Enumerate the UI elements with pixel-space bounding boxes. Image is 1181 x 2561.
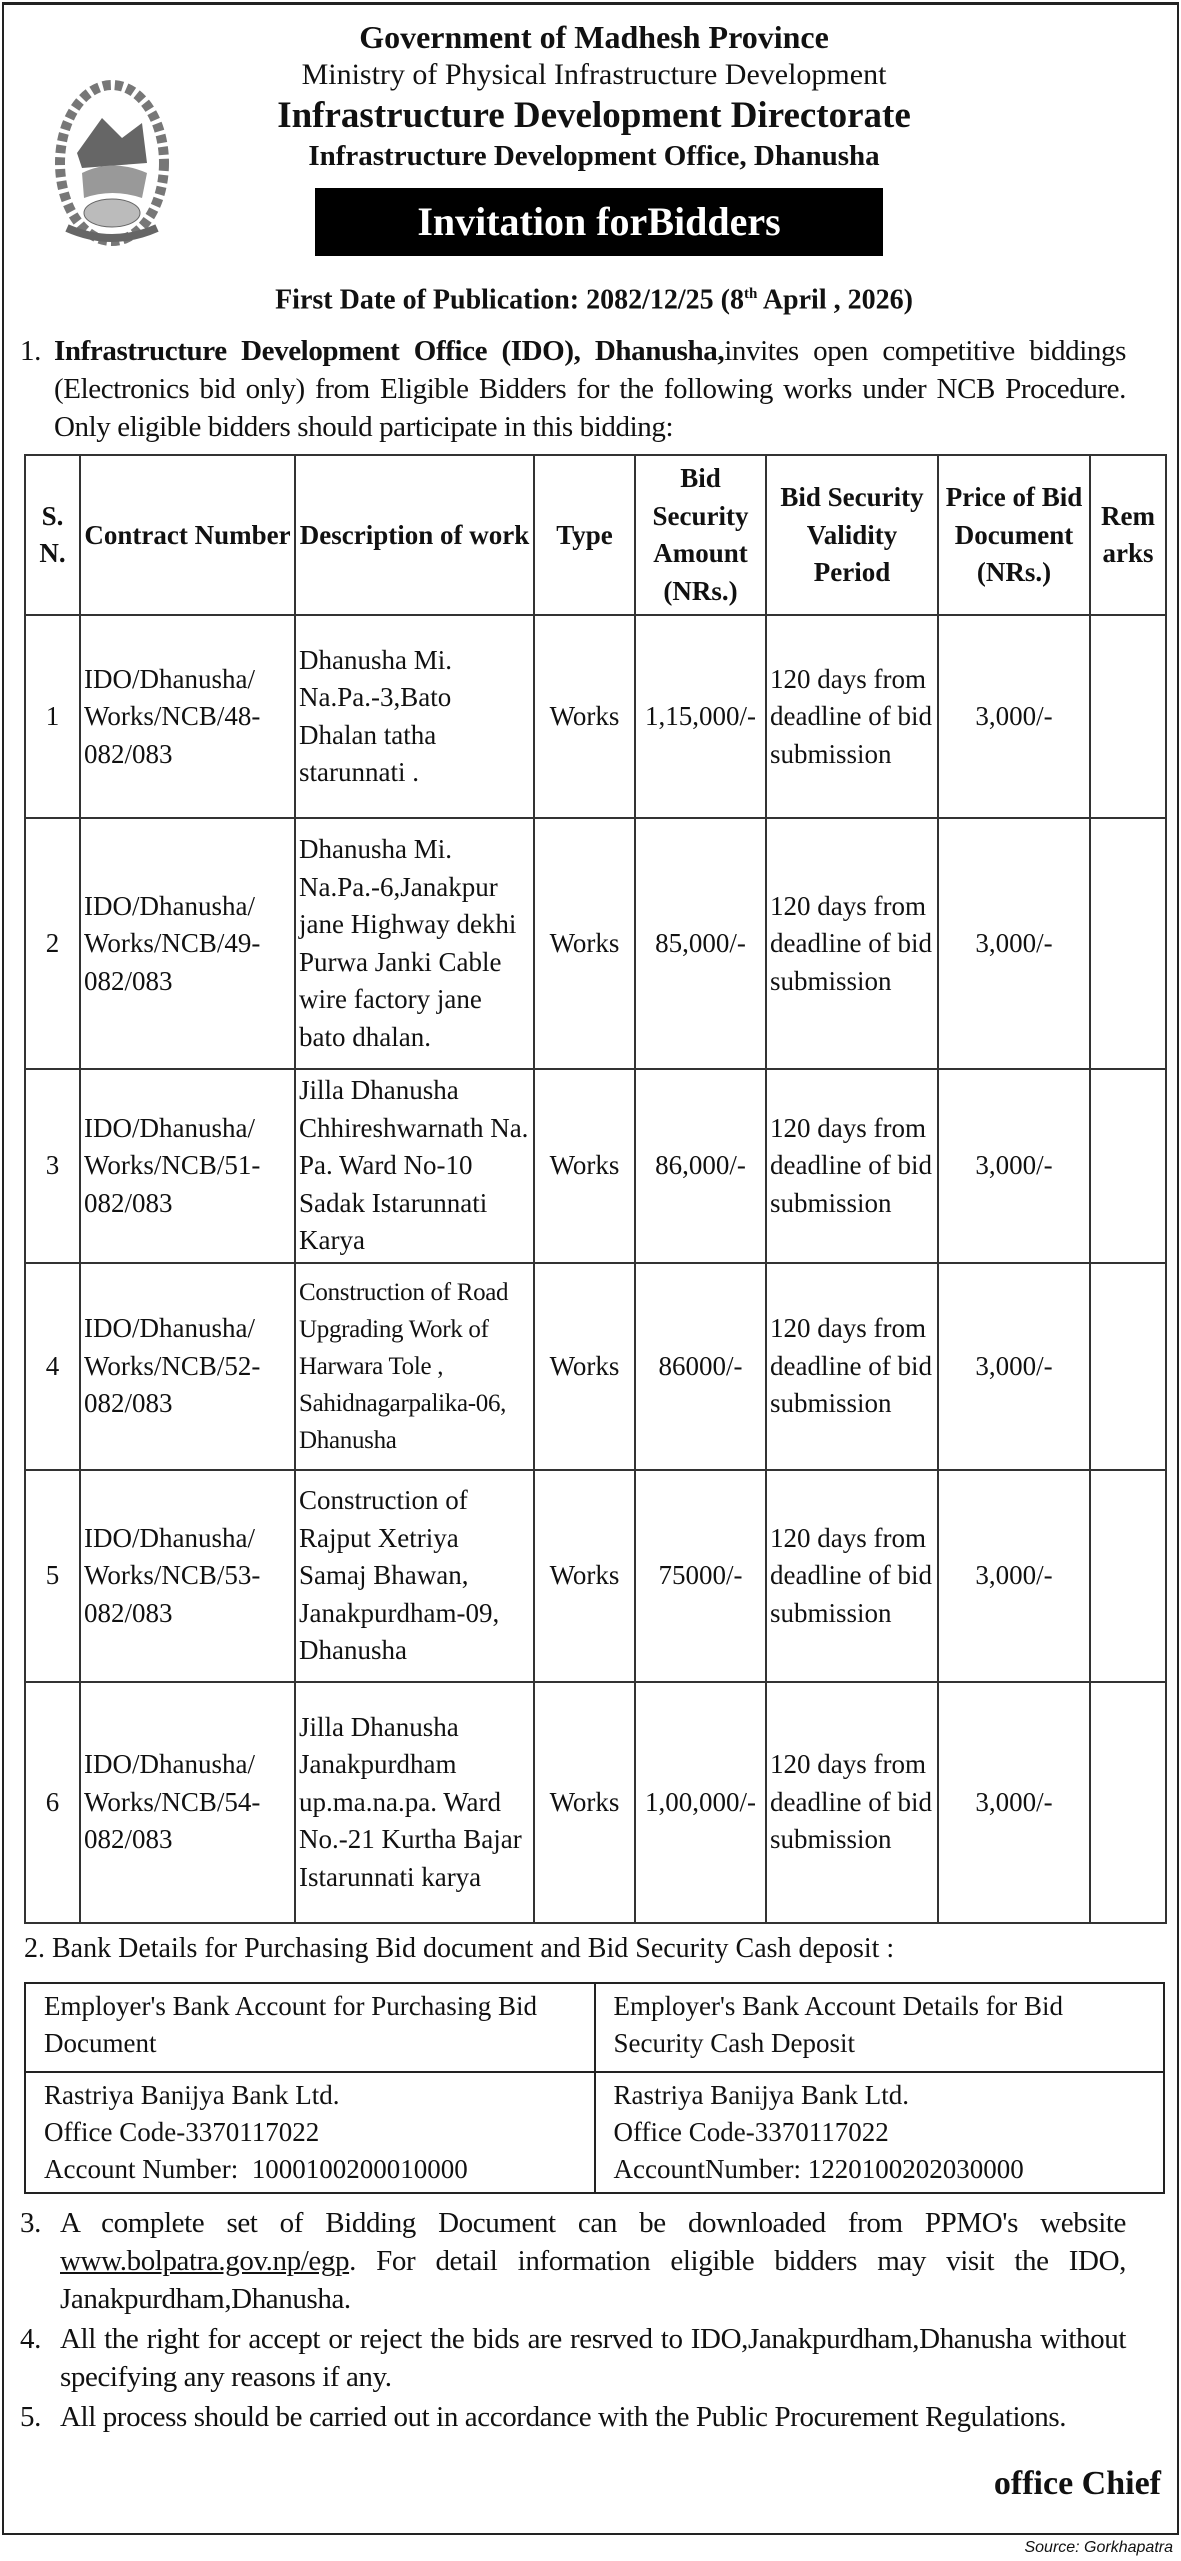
col-remarks: Rem arks xyxy=(1090,455,1166,615)
bank-left-details: Rastriya Banijya Bank Ltd. Office Code-3370117022 Account Number: 1000100200010000 xyxy=(25,2072,595,2193)
bolpatra-link[interactable]: www.bolpatra.gov.np/egp xyxy=(60,2244,350,2277)
col-type: Type xyxy=(534,455,635,615)
note-4: 4. All the right for accept or reject the bids are resrved to IDO,Janakpurdham,Dhanusha without specifying any reasons if any. xyxy=(20,2322,1126,2393)
table-row xyxy=(25,615,1166,818)
cell-remarks xyxy=(1090,615,1166,818)
cell-type: Works xyxy=(534,818,635,1069)
table-row xyxy=(25,818,1166,1069)
cell-type: Works xyxy=(534,1470,635,1682)
cell-desc: Construction of Rajput Xetriya Samaj Bhawan, Janakpurdham-09, Dhanusha xyxy=(295,1470,534,1682)
bank-right-header: Employer's Bank Account Details for Bid Security Cash Deposit xyxy=(595,1983,1165,2072)
cell-type: Works xyxy=(534,1263,635,1470)
cell-validity: 120 days from deadline of bid submission xyxy=(766,1682,938,1923)
nepal-emblem-icon xyxy=(52,73,172,248)
cell-contract: IDO/Dhanusha/ Works/NCB/51-082/083 xyxy=(80,1069,295,1263)
col-price: Price of Bid Document (NRs.) xyxy=(938,455,1090,615)
cell-contract: IDO/Dhanusha/ Works/NCB/54-082/083 xyxy=(80,1682,295,1923)
cell-amount: 86000/- xyxy=(635,1263,766,1470)
source-credit: Source: Gorkhapatra xyxy=(1024,2539,1173,2556)
cell-remarks xyxy=(1090,1069,1166,1263)
cell-amount: 75000/- xyxy=(635,1470,766,1682)
cell-desc: Jilla Dhanusha Chhireshwarnath Na. Pa. Ward No-10 Sadak Istarunnati Karya xyxy=(295,1069,534,1263)
cell-sn: 5 xyxy=(25,1470,80,1682)
cell-validity: 120 days from deadline of bid submission xyxy=(766,1470,938,1682)
table-row xyxy=(25,1263,1166,1470)
col-sn: S. N. xyxy=(25,455,80,615)
cell-contract: IDO/Dhanusha/ Works/NCB/52-082/083 xyxy=(80,1263,295,1470)
col-validity: Bid Security Validity Period xyxy=(766,455,938,615)
cell-sn: 4 xyxy=(25,1263,80,1470)
signature: office Chief xyxy=(993,2464,1161,2502)
cell-sn: 3 xyxy=(25,1069,80,1263)
cell-contract: IDO/Dhanusha/ Works/NCB/48-082/083 xyxy=(80,615,295,818)
cell-validity: 120 days from deadline of bid submission xyxy=(766,1069,938,1263)
col-contract: Contract Number xyxy=(80,455,295,615)
office-name: Infrastructure Development Office, Dhanusha xyxy=(308,140,880,172)
cell-type: Works xyxy=(534,1682,635,1923)
col-description: Description of work xyxy=(295,455,534,615)
cell-remarks xyxy=(1090,818,1166,1069)
cell-contract: IDO/Dhanusha/ Works/NCB/53-082/083 xyxy=(80,1470,295,1682)
cell-remarks xyxy=(1090,1470,1166,1682)
cell-price: 3,000/- xyxy=(938,1263,1090,1470)
cell-price: 3,000/- xyxy=(938,1682,1090,1923)
cell-validity: 120 days from deadline of bid submission xyxy=(766,818,938,1069)
cell-validity: 120 days from deadline of bid submission xyxy=(766,1263,938,1470)
cell-desc: Jilla Dhanusha Janakpurdham up.ma.na.pa. Ward No.-21 Kurtha Bajar Istarunnati karya xyxy=(295,1682,534,1923)
directorate-name: Infrastructure Development Directorate xyxy=(277,95,911,136)
notice-frame xyxy=(2,2,1179,2535)
cell-contract: IDO/Dhanusha/ Works/NCB/49-082/083 xyxy=(80,818,295,1069)
government-name: Government of Madhesh Province xyxy=(359,19,829,55)
cell-amount: 1,00,000/- xyxy=(635,1682,766,1923)
notice-title: Invitation forBidders xyxy=(315,188,883,256)
bank-table xyxy=(24,1982,1165,2194)
cell-sn: 2 xyxy=(25,818,80,1069)
cell-desc: Dhanusha Mi. Na.Pa.-3,Bato Dhalan tatha starunnati . xyxy=(295,615,534,818)
bank-right-details: Rastriya Banijya Bank Ltd. Office Code-3370117022 AccountNumber: 1220100202030000 xyxy=(595,2072,1165,2193)
intro-paragraph: 1. Infrastructure Development Office (IDO), Dhanusha,invites open competitive biddings (Electronics bid only) from Eligible Bidders for the following works under NCB Procedure. Only eligible bidders should participate in this bidding: xyxy=(20,335,1126,444)
cell-type: Works xyxy=(534,1069,635,1263)
bank-left-header: Employer's Bank Account for Purchasing Bid Document xyxy=(25,1983,595,2072)
cell-remarks xyxy=(1090,1682,1166,1923)
table-header-row xyxy=(25,455,1166,615)
cell-sn: 6 xyxy=(25,1682,80,1923)
bank-intro: 2. Bank Details for Purchasing Bid document and Bid Security Cash deposit : xyxy=(24,1932,895,1964)
cell-validity: 120 days from deadline of bid submission xyxy=(766,615,938,818)
note-5: 5. All process should be carried out in accordance with the Public Procurement Regulations. xyxy=(20,2400,1067,2433)
cell-desc: Dhanusha Mi. Na.Pa.-6,Janakpur jane Highway dekhi Purwa Janki Cable wire factory jane bato dhalan. xyxy=(295,818,534,1069)
cell-sn: 1 xyxy=(25,615,80,818)
ministry-name: Ministry of Physical Infrastructure Development xyxy=(301,58,887,91)
works-table xyxy=(24,454,1167,1924)
col-amount: Bid Security Amount (NRs.) xyxy=(635,455,766,615)
table-row xyxy=(25,1682,1166,1923)
table-row xyxy=(25,1069,1166,1263)
cell-amount: 85,000/- xyxy=(635,818,766,1069)
note-3: 3. A complete set of Bidding Document can be downloaded from PPMO's website www.bolpatra.gov.np/egp. For detail information eligible bidders may visit the IDO, Janakpurdham,Dhanusha. xyxy=(20,2206,1126,2315)
cell-price: 3,000/- xyxy=(938,1470,1090,1682)
cell-amount: 86,000/- xyxy=(635,1069,766,1263)
cell-price: 3,000/- xyxy=(938,615,1090,818)
cell-type: Works xyxy=(534,615,635,818)
cell-price: 3,000/- xyxy=(938,818,1090,1069)
table-row xyxy=(25,1470,1166,1682)
publication-date: First Date of Publication: 2082/12/25 (8th April , 2026) xyxy=(275,284,913,316)
cell-amount: 1,15,000/- xyxy=(635,615,766,818)
cell-price: 3,000/- xyxy=(938,1069,1090,1263)
cell-desc: Construction of Road Upgrading Work of Harwara Tole , Sahidnagarpalika-06, Dhanusha xyxy=(295,1263,534,1470)
cell-remarks xyxy=(1090,1263,1166,1470)
